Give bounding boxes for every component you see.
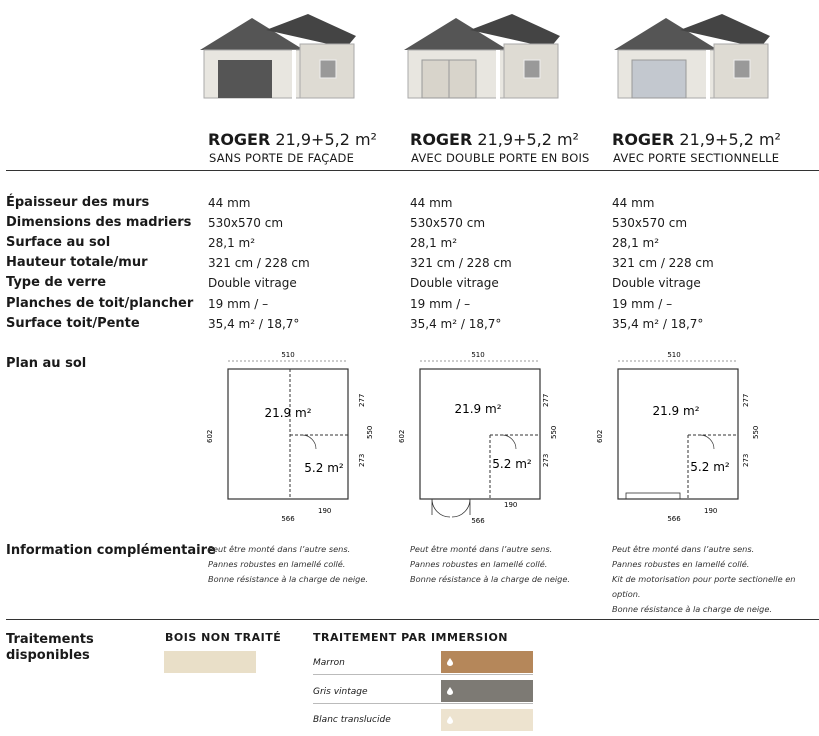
- spec-label-roof: Surface toit/Pente: [6, 316, 140, 331]
- info-label: Information complémentaire: [6, 543, 216, 558]
- garage-image-no-door: [196, 10, 360, 102]
- spec-value: 530x570 cm: [410, 216, 486, 230]
- floor-plan-3: [596, 347, 760, 527]
- dim-left: 602: [596, 429, 604, 443]
- dim-right-mid: 550: [366, 425, 374, 439]
- spec-label-wall: Épaisseur des murs: [6, 195, 150, 210]
- product-variant: AVEC DOUBLE PORTE EN BOIS: [411, 151, 590, 165]
- garage-image-sectional-door: [610, 10, 774, 102]
- immersion-title: TRAITEMENT PAR IMMERSION: [313, 631, 509, 644]
- product-title: ROGER 21,9+5,2 m²: [410, 130, 579, 149]
- spec-value: 321 cm / 228 cm: [612, 256, 714, 270]
- floor-plan-1: [206, 347, 374, 527]
- swatch-brown: [441, 651, 533, 673]
- garage-image-wood-door: [400, 10, 564, 102]
- swatch-white: [441, 709, 533, 731]
- area-small: 5.2 m²: [492, 457, 532, 471]
- spec-value: 321 cm / 228 cm: [410, 256, 512, 270]
- spec-value: Double vitrage: [208, 276, 297, 290]
- dim-right-top: 277: [542, 393, 550, 407]
- spec-value: 44 mm: [208, 196, 251, 210]
- untreated-title: BOIS NON TRAITÉ: [165, 631, 282, 644]
- spec-label-floor: Surface au sol: [6, 235, 111, 250]
- spec-value: 44 mm: [410, 196, 453, 210]
- dim-right-top: 277: [358, 393, 366, 407]
- row-divider: [313, 703, 533, 704]
- treatment-name-white: Blanc translucide: [313, 715, 391, 725]
- spec-value: Double vitrage: [612, 276, 701, 290]
- drop-icon: [446, 658, 454, 666]
- dim-top: 510: [281, 351, 295, 359]
- dim-top: 510: [471, 351, 485, 359]
- treatment-name-brown: Marron: [313, 658, 345, 668]
- spec-value: 28,1 m²: [410, 236, 458, 250]
- product-variant: SANS PORTE DE FAÇADE: [209, 151, 355, 165]
- untreated-swatch: [164, 651, 256, 673]
- dim-right-top: 277: [742, 393, 750, 407]
- spec-value: 35,4 m² / 18,7°: [612, 317, 704, 331]
- dim-bottom-small: 190: [704, 507, 718, 515]
- dim-bottom-small: 190: [318, 507, 332, 515]
- spec-label-height: Hauteur totale/mur: [6, 255, 148, 270]
- info-text-2: Peut être monté dans l’autre sens. Pannes robustes en lamellé collé. Bonne résistance à la charge de neige.: [410, 544, 571, 584]
- dim-bottom: 566: [667, 515, 681, 523]
- area-main: 21.9 m²: [264, 406, 312, 420]
- spec-value: 44 mm: [612, 196, 655, 210]
- spec-value: 19 mm / –: [410, 297, 471, 311]
- info-text-3: Peut être monté dans l’autre sens. Pannes robustes en lamellé collé. Kit de motorisation pour porte sectionelle en option. Bonne résistance à la charge de neige.: [612, 544, 796, 614]
- area-main: 21.9 m²: [454, 402, 502, 416]
- dim-left: 602: [398, 429, 406, 443]
- swatch-grey: [441, 680, 533, 702]
- spec-value: 28,1 m²: [612, 236, 660, 250]
- dim-bottom: 566: [281, 515, 295, 523]
- header-divider: [6, 170, 819, 171]
- dim-right-bot: 273: [358, 453, 366, 467]
- dim-right-mid: 550: [550, 425, 558, 439]
- dim-left: 602: [206, 429, 214, 443]
- spec-value: 19 mm / –: [208, 297, 269, 311]
- treatment-name-grey: Gris vintage: [313, 687, 368, 697]
- row-divider: [313, 674, 533, 675]
- spec-label-glass: Type de verre: [6, 275, 107, 290]
- spec-value: 530x570 cm: [208, 216, 284, 230]
- spec-value: 321 cm / 228 cm: [208, 256, 310, 270]
- product-title: ROGER 21,9+5,2 m²: [612, 130, 781, 149]
- dim-bottom: 566: [471, 517, 485, 525]
- product-variant: AVEC PORTE SECTIONNELLE: [613, 151, 780, 165]
- drop-icon: [446, 716, 454, 724]
- info-text-1: Peut être monté dans l’autre sens. Pannes robustes en lamellé collé. Bonne résistance à la charge de neige.: [208, 544, 369, 584]
- treatments-label: Traitements disponibles: [6, 632, 94, 663]
- dim-top: 510: [667, 351, 681, 359]
- floor-plan-2: [398, 347, 558, 527]
- drop-icon: [446, 687, 454, 695]
- dim-right-mid: 550: [752, 425, 760, 439]
- dim-bottom-small: 190: [504, 501, 518, 509]
- treatments-divider: [6, 619, 819, 620]
- product-title: ROGER 21,9+5,2 m²: [208, 130, 377, 149]
- spec-value: Double vitrage: [410, 276, 499, 290]
- dim-right-bot: 273: [742, 453, 750, 467]
- spec-value: 530x570 cm: [612, 216, 688, 230]
- dim-right-bot: 273: [542, 453, 550, 467]
- spec-label-boards: Planches de toit/plancher: [6, 296, 194, 311]
- area-main: 21.9 m²: [652, 404, 700, 418]
- spec-value: 35,4 m² / 18,7°: [410, 317, 502, 331]
- spec-value: 28,1 m²: [208, 236, 256, 250]
- spec-value: 35,4 m² / 18,7°: [208, 317, 300, 331]
- area-small: 5.2 m²: [304, 461, 344, 475]
- area-small: 5.2 m²: [690, 460, 730, 474]
- spec-label-logs: Dimensions des madriers: [6, 215, 192, 230]
- spec-value: 19 mm / –: [612, 297, 673, 311]
- plan-label: Plan au sol: [6, 356, 87, 371]
